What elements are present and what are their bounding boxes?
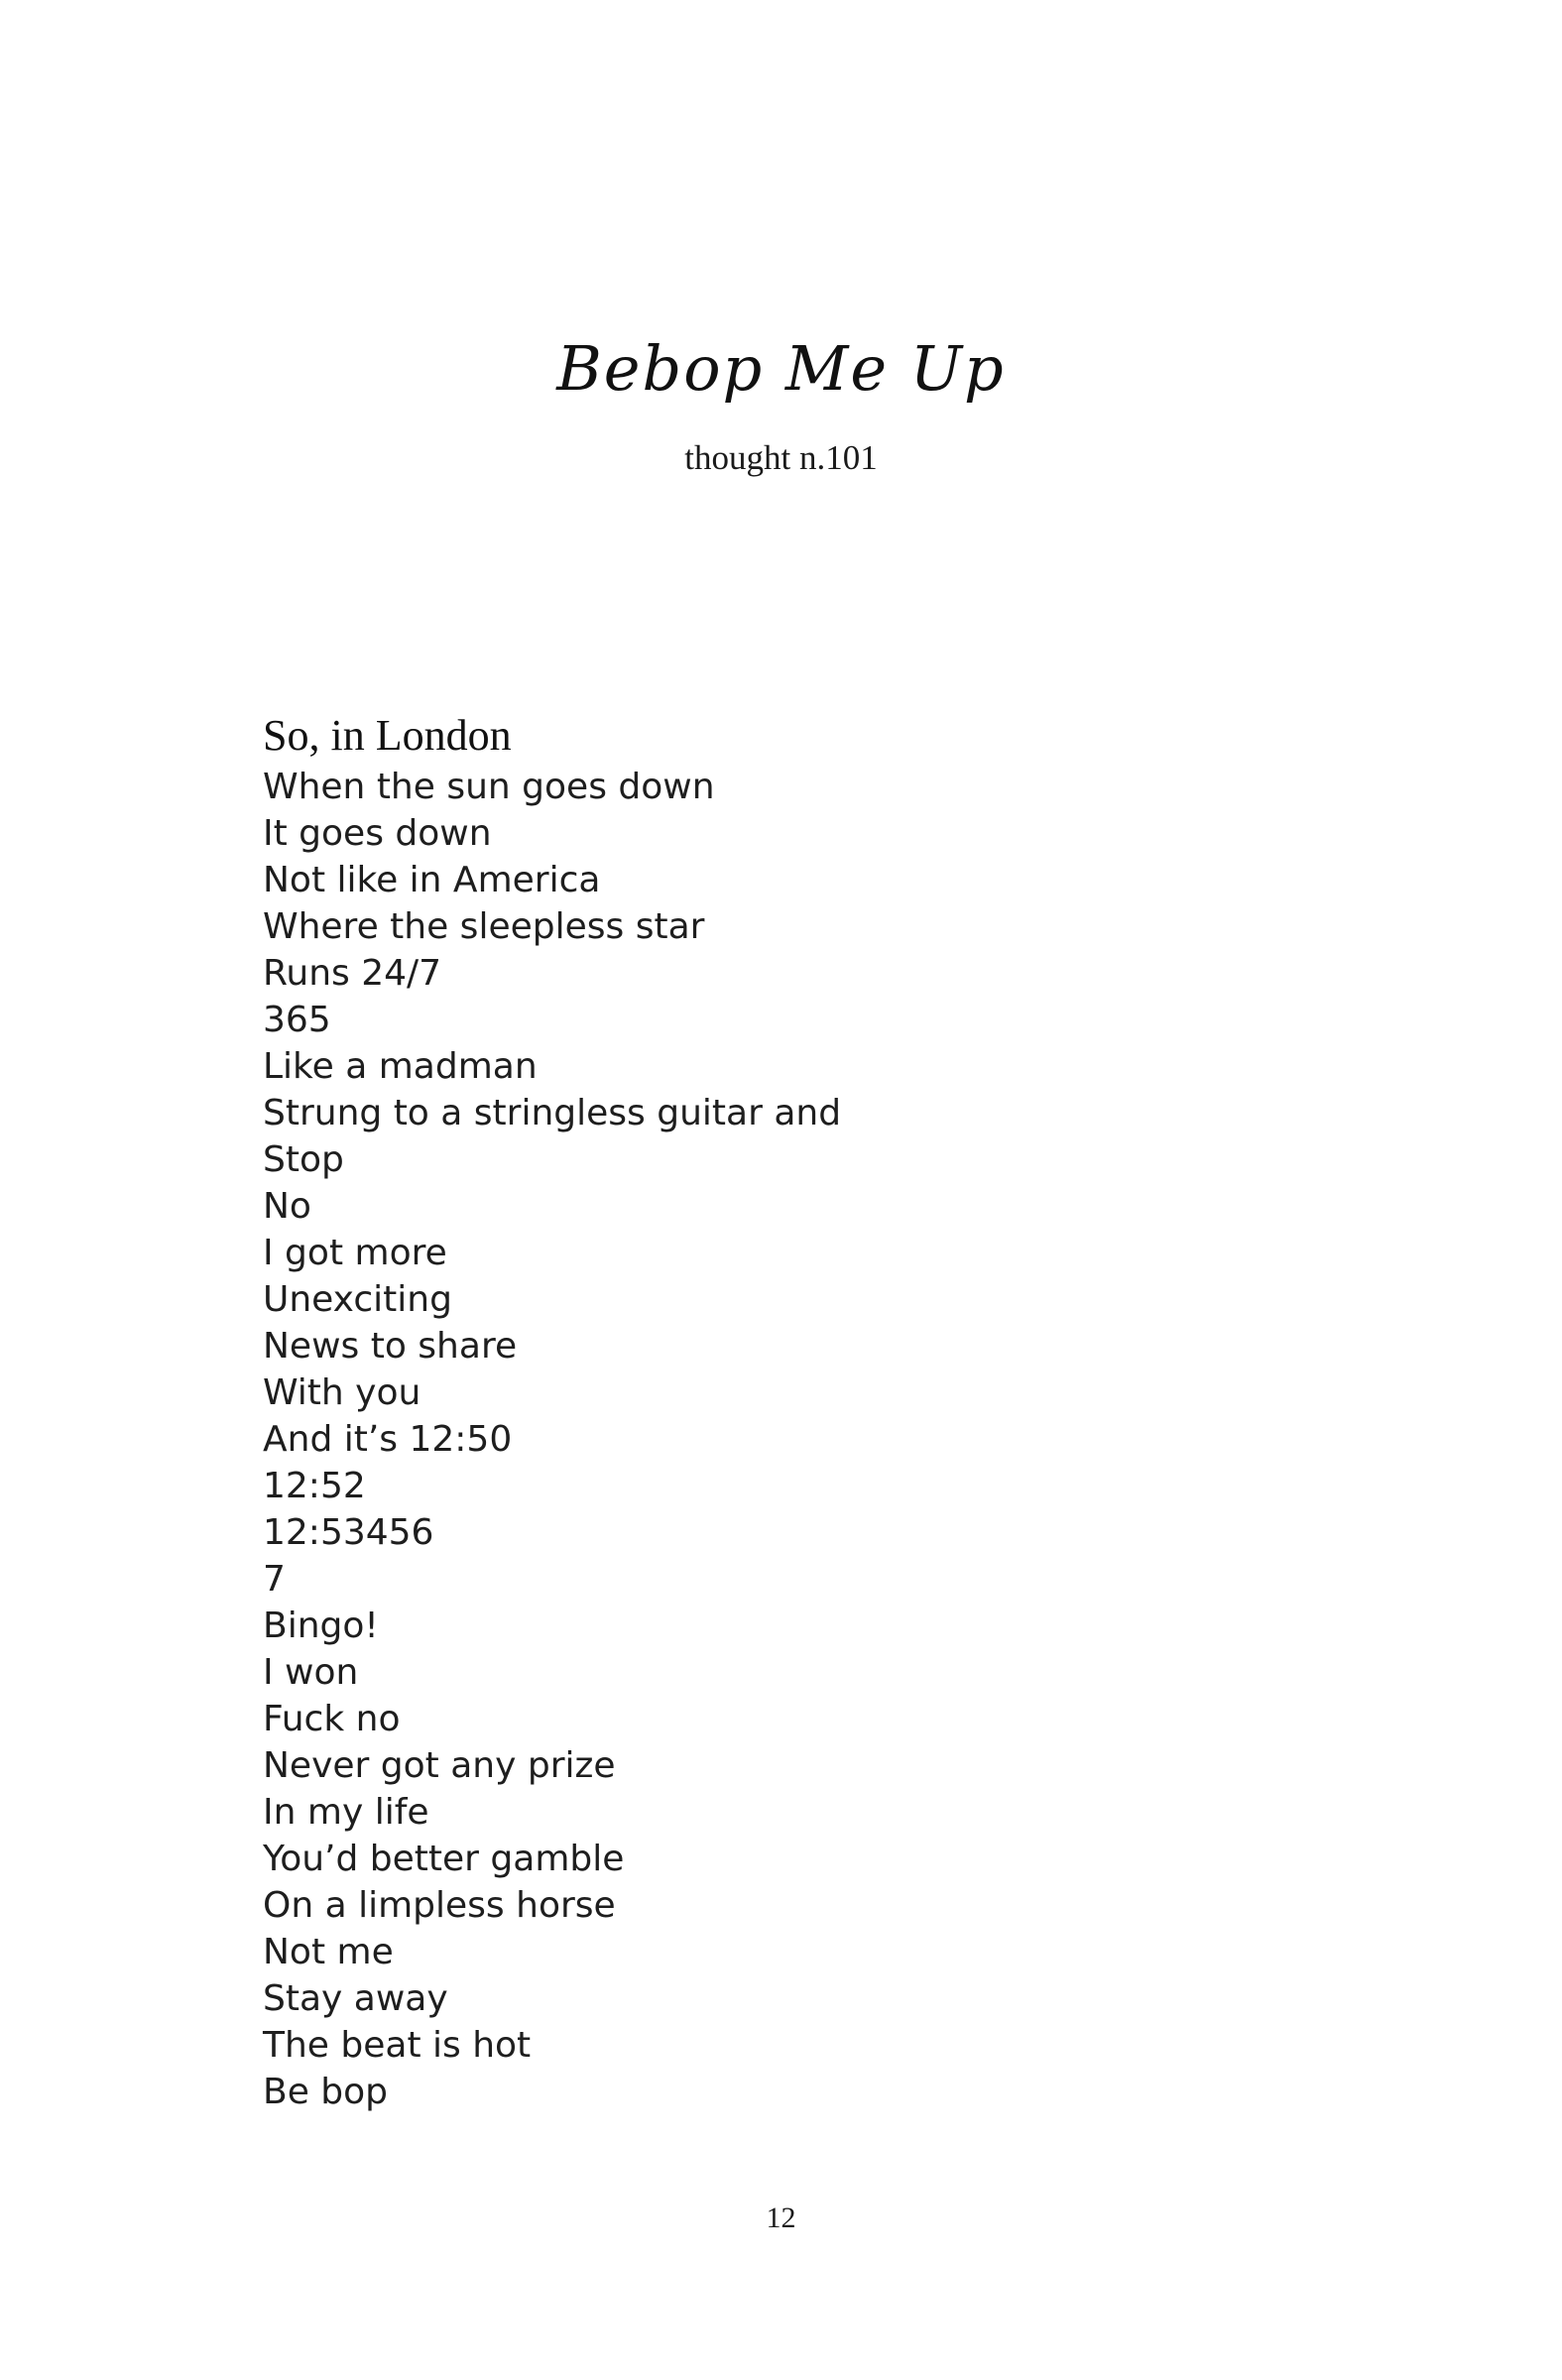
page-number: 12 [766, 2202, 796, 2234]
poem-title: Bebop Me Up [556, 332, 1006, 405]
poem-line: 12:52 [263, 1466, 366, 1506]
poem-line: Bingo! [263, 1606, 379, 1646]
poem-line: Where the sleepless star [263, 906, 705, 947]
poem-line: 365 [263, 1000, 331, 1040]
poem-line: And it’s 12:50 [263, 1419, 513, 1460]
poem-line: In my life [263, 1792, 429, 1833]
poem-line: The beat is hot [263, 2025, 532, 2066]
poem-lines [263, 764, 1354, 2115]
poem-line: 7 [263, 1559, 286, 1600]
poem-subtitle: thought n.101 [684, 438, 878, 477]
poem-line: Like a madman [263, 1046, 538, 1087]
poem-line: I got more [263, 1233, 447, 1273]
poem-line: I won [263, 1652, 359, 1693]
poem-line: News to share [263, 1326, 518, 1367]
poem-line: Be bop [263, 2072, 389, 2112]
poem-line: Strung to a stringless guitar and [263, 1093, 842, 1133]
poem-line: Not me [263, 1932, 394, 1972]
poem-line: When the sun goes down [263, 767, 715, 807]
poem-line: Runs 24/7 [263, 953, 442, 994]
poem-line: You’d better gamble [263, 1839, 625, 1879]
poem-line: Never got any prize [263, 1745, 616, 1786]
poem-body [263, 708, 1354, 2115]
poem-line: Unexciting [263, 1279, 452, 1320]
poem-line: Stay away [263, 1978, 448, 2019]
poem-line: With you [263, 1372, 421, 1413]
poem-line: Not like in America [263, 860, 601, 900]
poem-line: No [263, 1186, 311, 1227]
poem-line: On a limpless horse [263, 1885, 616, 1926]
poem-line: Fuck no [263, 1699, 401, 1739]
poem-line: It goes down [263, 813, 492, 854]
poem-line: 12:53456 [263, 1512, 434, 1553]
poem-first-line: So, in London [263, 711, 512, 760]
poem-line: Stop [263, 1139, 344, 1180]
